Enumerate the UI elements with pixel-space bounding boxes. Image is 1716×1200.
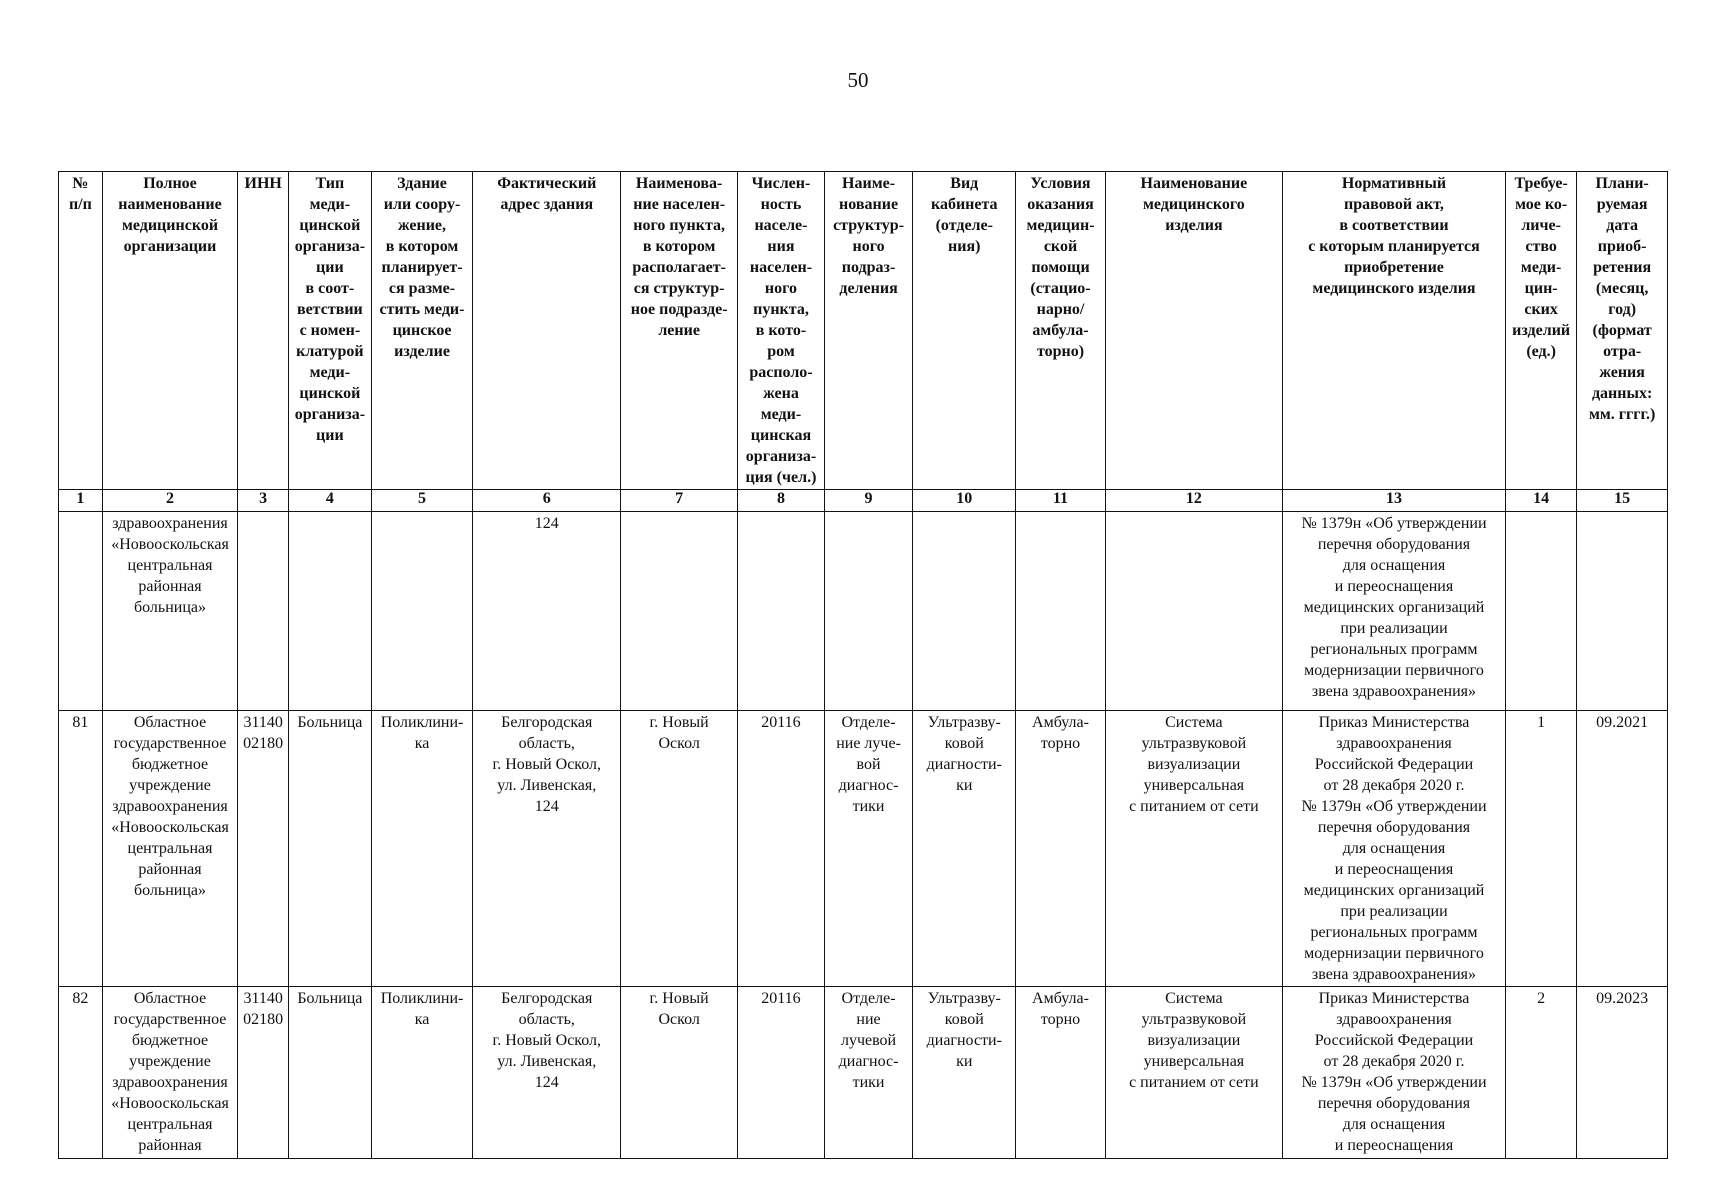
cell-device: [1105, 512, 1282, 711]
cell-address: 124: [473, 512, 621, 711]
column-number: 12: [1105, 490, 1282, 512]
cell-building: Поликлини- ка: [371, 711, 473, 987]
column-number-row: [59, 490, 1668, 512]
column-number: 5: [371, 490, 473, 512]
cell-building: [371, 512, 473, 711]
cell-legal-act: Приказ Министерства здравоохранения Российской Федерации от 28 декабря 2020 г. № 1379н «Об утверждении перечня оборудования для оснащения и переоснащения медицинских организаций при реализации региональных программ модернизации первичного звена здравоохранения»: [1282, 711, 1505, 987]
column-number: 4: [289, 490, 371, 512]
col-header-date: Плани- руемая дата приоб- ретения (месяц, год) (формат отра- жения данных: мм. гггг.): [1577, 172, 1668, 490]
cell-cabinet: [913, 512, 1016, 711]
col-header-quantity: Требуе- мое ко- личе- ство меди- цин- ских изделий (ед.): [1506, 172, 1577, 490]
col-header-building: Здание или соору- жение, в котором планирует- ся разме- стить меди- цинское изделие: [371, 172, 473, 490]
table-row: [59, 987, 1668, 1159]
col-header-address: Фактический адрес здания: [473, 172, 621, 490]
cell-conditions: Амбула- торно: [1016, 711, 1106, 987]
cell-date: [1577, 512, 1668, 711]
column-number: 14: [1506, 490, 1577, 512]
cell-inn: [238, 512, 289, 711]
col-header-org-type: Тип меди- цинской организа- ции в соот- ветствии с номен- клатурой меди- цинской организа- ции: [289, 172, 371, 490]
cell-org-name: Областное государственное бюджетное учреждение здравоохранения «Новооскольская центральная районная больница»: [102, 711, 237, 987]
cell-settlement: г. Новый Оскол: [621, 711, 738, 987]
column-number: 2: [102, 490, 237, 512]
cell-population: [738, 512, 825, 711]
col-header-org-name: Полное наименование медицинской организации: [102, 172, 237, 490]
cell-legal-act: № 1379н «Об утверждении перечня оборудования для оснащения и переоснащения медицинских организаций при реализации региональных программ модернизации первичного звена здравоохранения»: [1282, 512, 1505, 711]
cell-number: [59, 512, 103, 711]
column-number: 3: [238, 490, 289, 512]
col-header-conditions: Условия оказания медицин- ской помощи (стацио- нарно/ амбула- торно): [1016, 172, 1106, 490]
cell-inn: 31140 02180: [238, 987, 289, 1159]
cell-org-name: здравоохранения «Новооскольская центральная районная больница»: [102, 512, 237, 711]
table-row: [59, 512, 1668, 711]
cell-conditions: [1016, 512, 1106, 711]
header-row: [59, 172, 1668, 490]
col-header-cabinet: Вид кабинета (отделе- ния): [913, 172, 1016, 490]
col-header-device: Наименование медицинского изделия: [1105, 172, 1282, 490]
cell-unit: Отделе- ние лучевой диагнос- тики: [824, 987, 913, 1159]
column-number: 1: [59, 490, 103, 512]
cell-date: 09.2021: [1577, 711, 1668, 987]
col-header-number: № п/п: [59, 172, 103, 490]
column-number: 7: [621, 490, 738, 512]
cell-settlement: г. Новый Оскол: [621, 987, 738, 1159]
cell-quantity: [1506, 512, 1577, 711]
cell-conditions: Амбула- торно: [1016, 987, 1106, 1159]
cell-inn: 31140 02180: [238, 711, 289, 987]
cell-address: Белгородская область, г. Новый Оскол, ул. Ливенская, 124: [473, 987, 621, 1159]
column-number: 9: [824, 490, 913, 512]
equipment-table: [58, 171, 1668, 1159]
cell-cabinet: Ультразву- ковой диагности- ки: [913, 711, 1016, 987]
cell-address: Белгородская область, г. Новый Оскол, ул. Ливенская, 124: [473, 711, 621, 987]
column-number: 13: [1282, 490, 1505, 512]
cell-unit: [824, 512, 913, 711]
cell-cabinet: Ультразву- ковой диагности- ки: [913, 987, 1016, 1159]
cell-legal-act: Приказ Министерства здравоохранения Российской Федерации от 28 декабря 2020 г. № 1379н «Об утверждении перечня оборудования для оснащения и переоснащения: [1282, 987, 1505, 1159]
column-number: 6: [473, 490, 621, 512]
cell-building: Поликлини- ка: [371, 987, 473, 1159]
table-row: [59, 711, 1668, 987]
column-number: 11: [1016, 490, 1106, 512]
page-number: 50: [847, 68, 869, 92]
col-header-settlement: Наименова- ние населен- ного пункта, в котором располагает- ся структур- ное подразде- ление: [621, 172, 738, 490]
column-number: 15: [1577, 490, 1668, 512]
cell-population: 20116: [738, 987, 825, 1159]
column-number: 8: [738, 490, 825, 512]
cell-org-type: Больница: [289, 711, 371, 987]
cell-settlement: [621, 512, 738, 711]
cell-population: 20116: [738, 711, 825, 987]
cell-org-type: Больница: [289, 987, 371, 1159]
col-header-inn: ИНН: [238, 172, 289, 490]
cell-number: 82: [59, 987, 103, 1159]
cell-date: 09.2023: [1577, 987, 1668, 1159]
col-header-population: Числен- ность населе- ния населен- ного пункта, в кото- ром располо- жена меди- цинская организа- ция (чел.): [738, 172, 825, 490]
cell-org-name: Областное государственное бюджетное учреждение здравоохранения «Новооскольская центральная районная: [102, 987, 237, 1159]
column-number: 10: [913, 490, 1016, 512]
cell-device: Система ультразвуковой визуализации универсальная с питанием от сети: [1105, 711, 1282, 987]
cell-org-type: [289, 512, 371, 711]
cell-unit: Отделе- ние луче- вой диагнос- тики: [824, 711, 913, 987]
col-header-unit: Наиме- нование структур- ного подраз- деления: [824, 172, 913, 490]
cell-quantity: 2: [1506, 987, 1577, 1159]
col-header-legal-act: Нормативный правовой акт, в соответствии с которым планируется приобретение медицинского изделия: [1282, 172, 1505, 490]
cell-device: Система ультразвуковой визуализации универсальная с питанием от сети: [1105, 987, 1282, 1159]
cell-number: 81: [59, 711, 103, 987]
cell-quantity: 1: [1506, 711, 1577, 987]
